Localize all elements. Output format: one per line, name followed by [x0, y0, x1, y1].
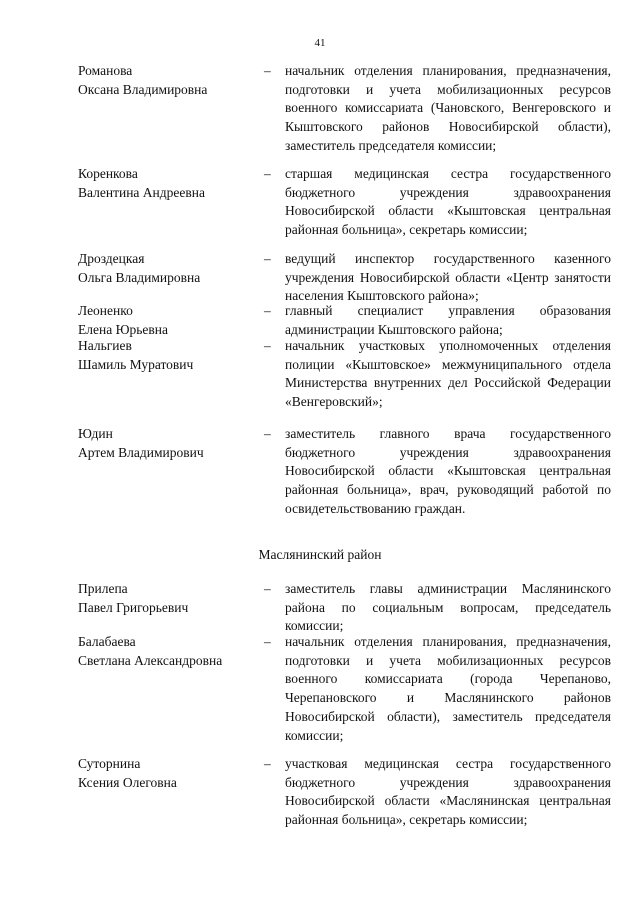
member-name: [78, 62, 258, 99]
member-given-names: Павел Григорьевич: [78, 599, 189, 615]
member-name: [78, 755, 258, 792]
member-given-names: Валентина Андреевна: [78, 184, 205, 200]
member-name: [78, 165, 258, 202]
member-surname: Юдин: [78, 426, 113, 441]
dash-separator: –: [264, 634, 271, 649]
member-surname: Нальгиев: [78, 338, 132, 353]
member-role: начальник участковых уполномоченных отделения полиции «Кыштовское» межмуниципального отдела Министерства внутренних дел Российской Федерации «Венгеровский»;: [285, 338, 611, 410]
member-role: старшая медицинская сестра государственного бюджетного учреждения здравоохранения Новосибирской области «Кыштовская центральная районная больница», секретарь комиссии;: [285, 166, 611, 238]
dash-separator: –: [264, 303, 271, 318]
member-role: заместитель главы администрации Маслянинского района по социальным вопросам, председатель комиссии;: [285, 581, 611, 634]
member-given-names: Ксения Олеговна: [78, 774, 177, 790]
member-role: заместитель главного врача государственного бюджетного учреждения здравоохранения Новосибирской области «Кыштовская центральная районная больница», врач, руководящий работой по освидетельствованию граждан.: [285, 426, 611, 516]
page-number: 41: [314, 37, 326, 49]
member-given-names: Ольга Владимировна: [78, 269, 201, 285]
member-name: [78, 633, 258, 670]
member-surname: Балабаева: [78, 634, 136, 649]
member-surname: Дроздецкая: [78, 251, 145, 266]
member-surname: Суторнина: [78, 756, 141, 771]
member-given-names: Оксана Владимировна: [78, 81, 208, 97]
member-role: ведущий инспектор государственного казенного учреждения Новосибирской области «Центр занятости населения Кыштовского района»;: [285, 251, 611, 304]
member-name: [78, 337, 258, 374]
member-given-names: Шамиль Муратович: [78, 356, 194, 372]
member-surname: Романова: [78, 63, 133, 78]
member-surname: Коренкова: [78, 166, 138, 181]
member-name: [78, 425, 258, 462]
dash-separator: –: [264, 251, 271, 266]
member-role: начальник отделения планирования, предназначения, подготовки и учета мобилизационных ресурсов военного комиссариата (Чановского, Венгеровского и Кыштовского районов Новосибирской области), заместитель председателя комиссии;: [285, 63, 611, 153]
member-name: [78, 250, 258, 287]
dash-separator: –: [264, 338, 271, 353]
member-name: [78, 580, 258, 617]
member-role: главный специалист управления образования администрации Кыштовского района;: [285, 303, 611, 337]
section-heading: Маслянинский район: [258, 547, 382, 562]
member-surname: Леоненко: [78, 303, 133, 318]
dash-separator: –: [264, 166, 271, 181]
member-role: участковая медицинская сестра государственного бюджетного учреждения здравоохранения Новосибирской области «Маслянинская центральная районная больница», секретарь комиссии;: [285, 756, 611, 828]
member-given-names: Артем Владимирович: [78, 444, 204, 460]
dash-separator: –: [264, 756, 271, 771]
member-given-names: Елена Юрьевна: [78, 321, 168, 337]
dash-separator: –: [264, 63, 271, 78]
member-surname: Прилепа: [78, 581, 128, 596]
dash-separator: –: [264, 581, 271, 596]
dash-separator: –: [264, 426, 271, 441]
member-given-names: Светлана Александровна: [78, 652, 223, 668]
member-role: начальник отделения планирования, предназначения, подготовки и учета мобилизационных ресурсов военного комиссариата (города Черепаново, Черепановского и Маслянинского районов Новосибирской области), заместитель председателя комиссии;: [285, 634, 611, 743]
member-name: [78, 302, 258, 339]
